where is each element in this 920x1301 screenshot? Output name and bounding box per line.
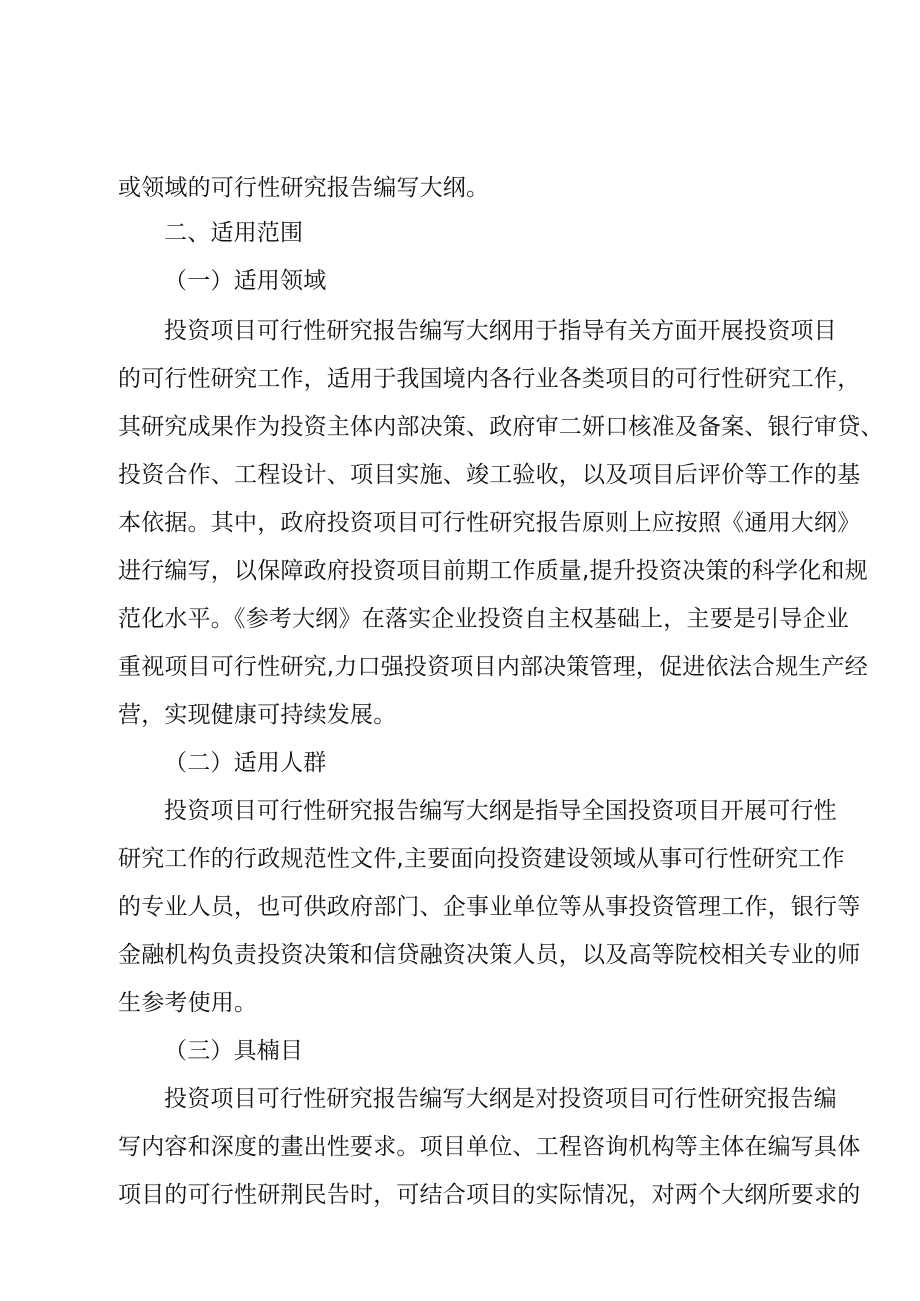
- text-line: 投资项目可行性研究报告编写大纲用于指导有关方面开展投资项目: [164, 318, 837, 344]
- text-line: 或领域的可行性研究报告编写大纲。: [118, 175, 490, 201]
- text-line: 其研究成果作为投资主体内部决策、政府审二妍口核准及备案、银行审贷、: [118, 414, 884, 440]
- text-line: 重视项目可行性研究,力口强投资项目内部决策管理，促进依法合规生产经: [118, 654, 868, 680]
- text-line: 投资合作、工程设计、项目实施、竣工验收，以及项目后评价等工作的基: [118, 462, 861, 488]
- text-line: 生参考使用。: [118, 990, 258, 1016]
- text-line: 投资项目可行性研究报告编写大纲是指导全国投资项目开展可行性: [164, 798, 837, 824]
- text-line: 的专业人员，也可供政府部门、企事业单位等从事投资管理工作，银行等: [118, 894, 861, 920]
- text-line: 本依据。其中，政府投资项目可行性研究报告原则上应按照《通用大纲》: [118, 510, 861, 536]
- text-line: 投资项目可行性研究报告编写大纲是对投资项目可行性研究报告编: [164, 1086, 837, 1112]
- text-line: 范化水平。《参考大纲》在落实企业投资自主权基础上，主要是引导企业: [118, 606, 849, 632]
- subsection-heading: （二）适用人群: [164, 750, 327, 776]
- text-line: 项目的可行性研荆民告时，可结合项目的实际情况，对两个大纲所要求的: [118, 1182, 861, 1208]
- subsection-heading: （一）适用领域: [164, 268, 327, 294]
- section-heading: 二、适用范围: [164, 220, 304, 246]
- text-line: 营，实现健康可持续发展。: [118, 702, 397, 728]
- text-line: 研究工作的行政规范性文件,主要面向投资建设领域从事可行性研究工作: [118, 846, 845, 872]
- subsection-heading: （三）具楠目: [164, 1038, 304, 1064]
- text-line: 进行编写，以保障政府投资项目前期工作质量,提升投资决策的科学化和规: [118, 558, 868, 584]
- text-line: 金融机构负责投资决策和信贷融资决策人员，以及高等院校相关专业的师: [118, 942, 861, 968]
- text-line: 的可行性研究工作，适用于我国境内各行业各类项目的可行性研究工作，: [118, 366, 861, 392]
- text-line: 写内容和深度的畫出性要求。项目单位、工程咨询机构等主体在编写具体: [118, 1134, 861, 1160]
